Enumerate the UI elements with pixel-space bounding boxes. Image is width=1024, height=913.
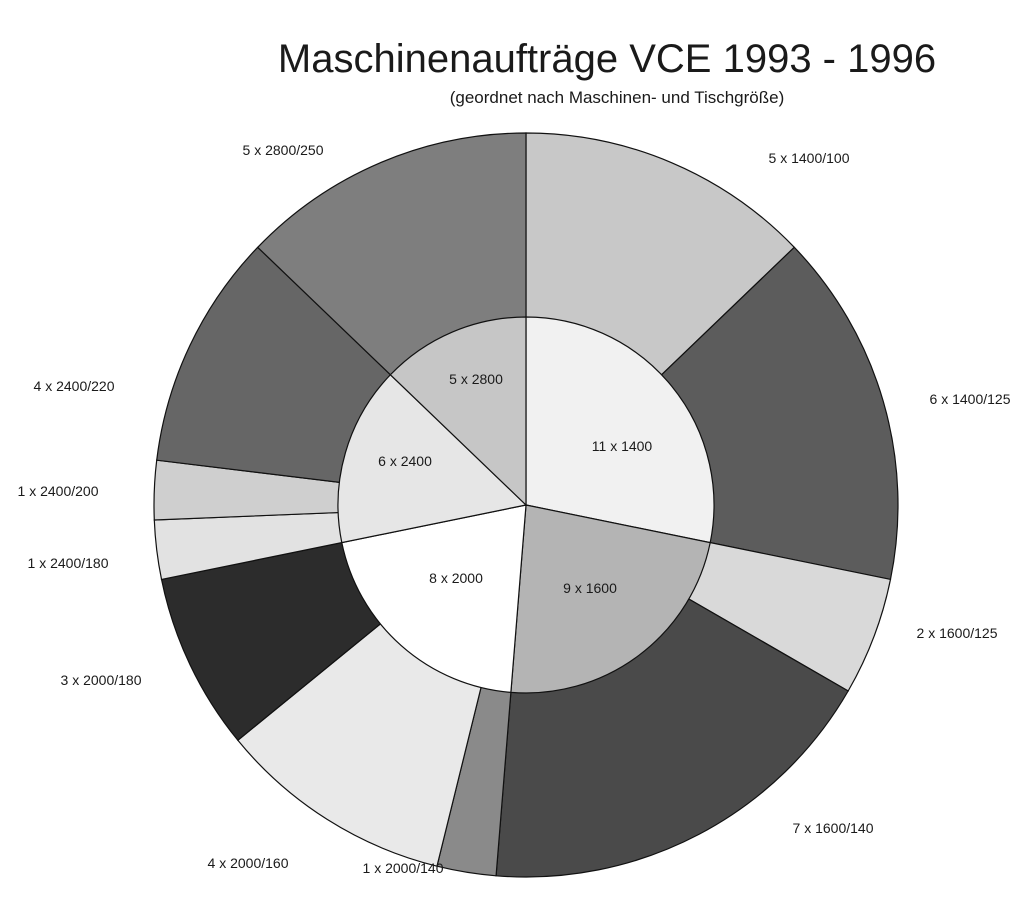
inner-label-3: 6 x 2400 bbox=[378, 453, 432, 469]
outer-label-3: 7 x 1600/140 bbox=[792, 820, 874, 836]
outer-label-7: 1 x 2400/180 bbox=[27, 555, 109, 571]
outer-label-6: 3 x 2000/180 bbox=[60, 672, 142, 688]
outer-label-5: 4 x 2000/160 bbox=[207, 855, 289, 871]
outer-label-2: 2 x 1600/125 bbox=[916, 625, 998, 641]
outer-label-9: 4 x 2400/220 bbox=[33, 378, 115, 394]
chart-title: Maschinenaufträge VCE 1993 - 1996 bbox=[277, 37, 937, 81]
outer-label-4: 1 x 2000/140 bbox=[362, 860, 444, 876]
outer-label-0: 5 x 1400/100 bbox=[768, 150, 850, 166]
chart-subtitle: (geordnet nach Maschinen- und Tischgröße) bbox=[449, 88, 785, 107]
outer-label-8: 1 x 2400/200 bbox=[17, 483, 99, 499]
inner-label-2: 8 x 2000 bbox=[429, 570, 483, 586]
inner-label-0: 11 x 1400 bbox=[591, 438, 653, 454]
outer-label-10: 5 x 2800/250 bbox=[242, 142, 324, 158]
inner-ring bbox=[338, 317, 714, 693]
outer-label-1: 6 x 1400/125 bbox=[929, 391, 1011, 407]
inner-label-4: 5 x 2800 bbox=[449, 371, 503, 387]
inner-label-1: 9 x 1600 bbox=[563, 580, 617, 596]
